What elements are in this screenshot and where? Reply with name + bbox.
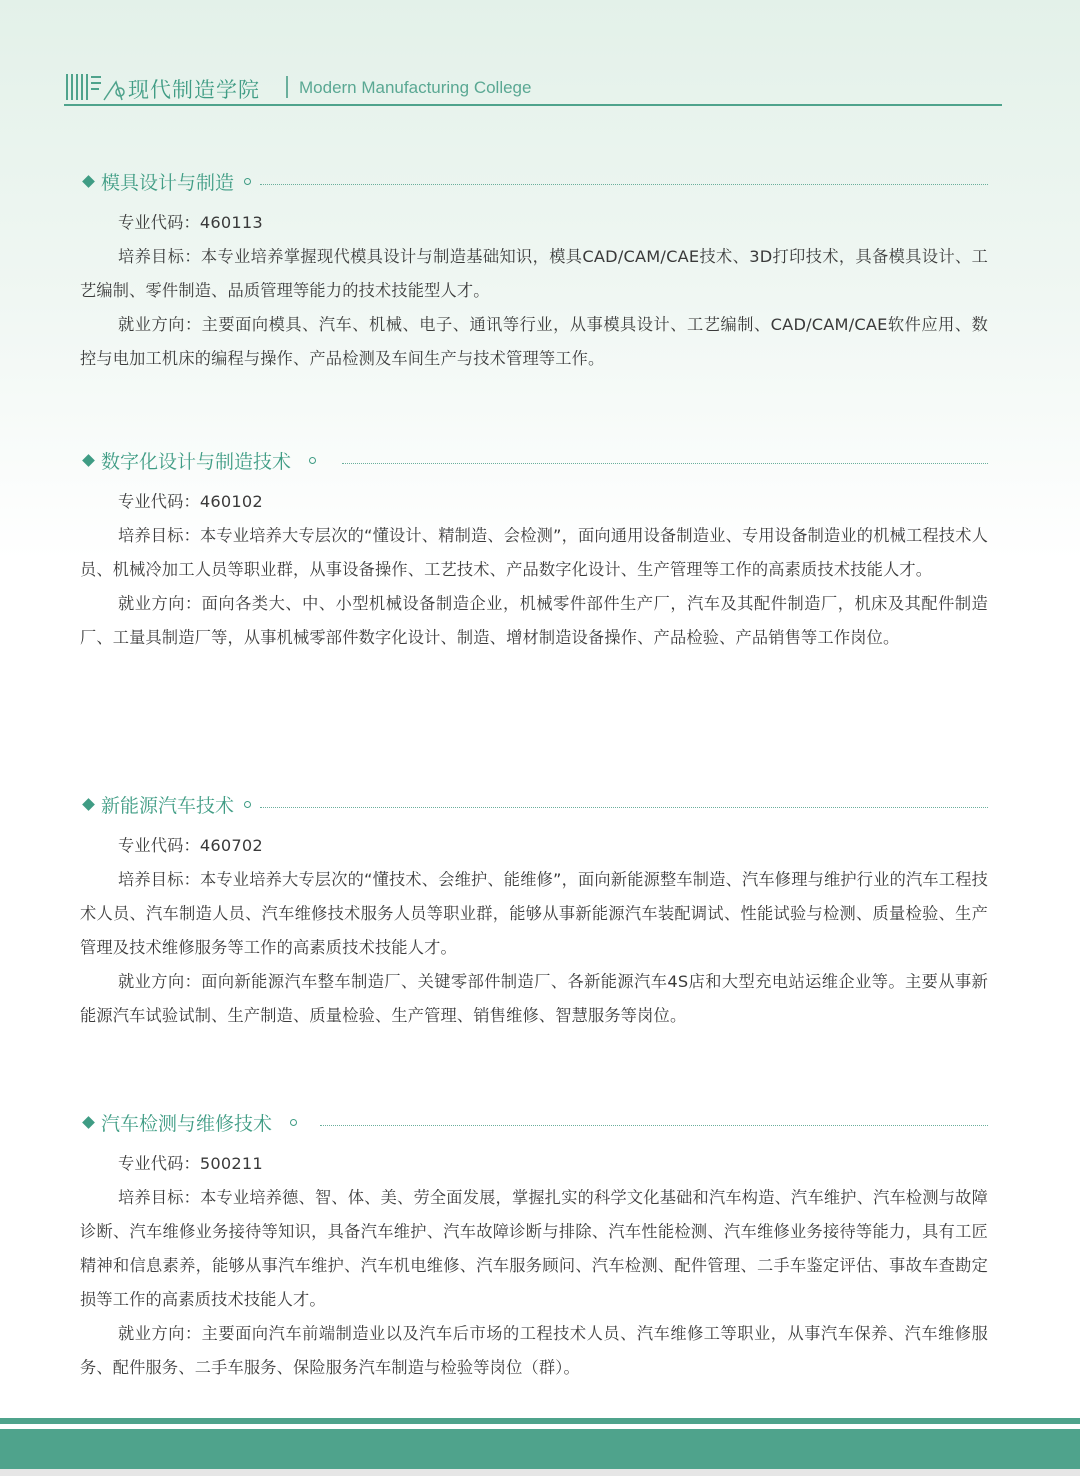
section-digital-design: [80, 447, 988, 655]
footer-stripe: [0, 1418, 1080, 1424]
major-code: 专业代码：460702: [118, 836, 263, 855]
diamond-bullet-icon: [82, 1116, 95, 1129]
circle-dot-icon: [290, 1119, 297, 1126]
diamond-bullet-icon: [82, 798, 95, 811]
header-title: 现代制造学院: [128, 78, 260, 102]
college-logo-icon: [64, 72, 128, 102]
major-code: 专业代码：460113: [118, 213, 263, 232]
section-title: 模具设计与制造: [101, 172, 235, 194]
section-vehicle-inspection: [80, 1109, 988, 1385]
career-direction: 就业方向：面向新能源汽车整车制造厂、关键零部件制造厂、各新能源汽车4S店和大型充电站运维企业等。主要从事新能源汽车试验试制、生产制造、质量检验、生产管理、销售维修、智慧服务等岗位。: [80, 972, 988, 1025]
career-direction: 就业方向：主要面向模具、汽车、机械、电子、通讯等行业，从事模具设计、工艺编制、CAD/CAM/CAE软件应用、数控与电加工机床的编程与操作、产品检测及车间生产与技术管理等工作。: [80, 315, 988, 368]
section-title: 新能源汽车技术: [101, 795, 235, 817]
section-new-energy-vehicle: [80, 791, 988, 1033]
diamond-bullet-icon: [82, 175, 95, 188]
circle-dot-icon: [244, 801, 251, 808]
section-heading: [80, 447, 988, 479]
dotted-divider: [260, 184, 988, 185]
section-title: 数字化设计与制造技术: [101, 451, 292, 473]
diamond-bullet-icon: [82, 454, 95, 467]
section-mold-design: [80, 168, 988, 376]
major-code: 专业代码：500211: [118, 1154, 263, 1173]
header-separator: [286, 76, 288, 98]
training-goal: 培养目标：本专业培养德、智、体、美、劳全面发展，掌握扎实的科学文化基础和汽车构造、汽车维护、汽车检测与故障诊断、汽车维修业务接待等知识，具备汽车维护、汽车故障诊断与排除、汽车性能检测、汽车维修业务接待等能力，具有工匠精神和信息素养，能够从事汽车维护、汽车机电维修、汽车服务顾问、汽车检测、配件管理、二手车鉴定评估、事故车查勘定损等工作的高素质技术技能人才。: [80, 1188, 988, 1309]
major-code: 专业代码：460102: [118, 492, 263, 511]
training-goal: 培养目标：本专业培养大专层次的“懂技术、会维护、能维修”，面向新能源整车制造、汽车修理与维护行业的汽车工程技术人员、汽车制造人员、汽车维修技术服务人员等职业群，能够从事新能源汽车装配调试、性能试验与检测、质量检验、生产管理及技术维修服务等工作的高素质技术技能人才。: [80, 870, 988, 957]
training-goal: 培养目标：本专业培养大专层次的“懂设计、精制造、会检测”，面向通用设备制造业、专用设备制造业的机械工程技术人员、机械冷加工人员等职业群，从事设备操作、工艺技术、产品数字化设计、生产管理等工作的高素质技术技能人才。: [80, 526, 988, 579]
section-heading: [80, 168, 988, 200]
career-direction: 就业方向：主要面向汽车前端制造业以及汽车后市场的工程技术人员、汽车维修工等职业，从事汽车保养、汽车维修服务、配件服务、二手车服务、保险服务汽车制造与检验等岗位（群）。: [80, 1324, 988, 1377]
footer-band: [0, 1429, 1080, 1469]
section-heading: [80, 791, 988, 823]
page-header: [64, 70, 1002, 106]
header-title-english: Modern Manufacturing College: [299, 78, 532, 97]
dotted-divider: [342, 463, 988, 464]
training-goal: 培养目标：本专业培养掌握现代模具设计与制造基础知识，模具CAD/CAM/CAE技术、3D打印技术，具备模具设计、工艺编制、零件制造、品质管理等能力的技术技能型人才。: [80, 247, 988, 300]
section-heading: [80, 1109, 988, 1141]
dotted-divider: [320, 1125, 988, 1126]
footer-base: [0, 1469, 1080, 1476]
dotted-divider: [260, 807, 988, 808]
circle-dot-icon: [244, 178, 251, 185]
section-title: 汽车检测与维修技术: [101, 1113, 273, 1135]
career-direction: 就业方向：面向各类大、中、小型机械设备制造企业，机械零件部件生产厂，汽车及其配件制造厂，机床及其配件制造厂、工量具制造厂等，从事机械零部件数字化设计、制造、增材制造设备操作、产品检验、产品销售等工作岗位。: [80, 594, 988, 647]
circle-dot-icon: [309, 457, 316, 464]
